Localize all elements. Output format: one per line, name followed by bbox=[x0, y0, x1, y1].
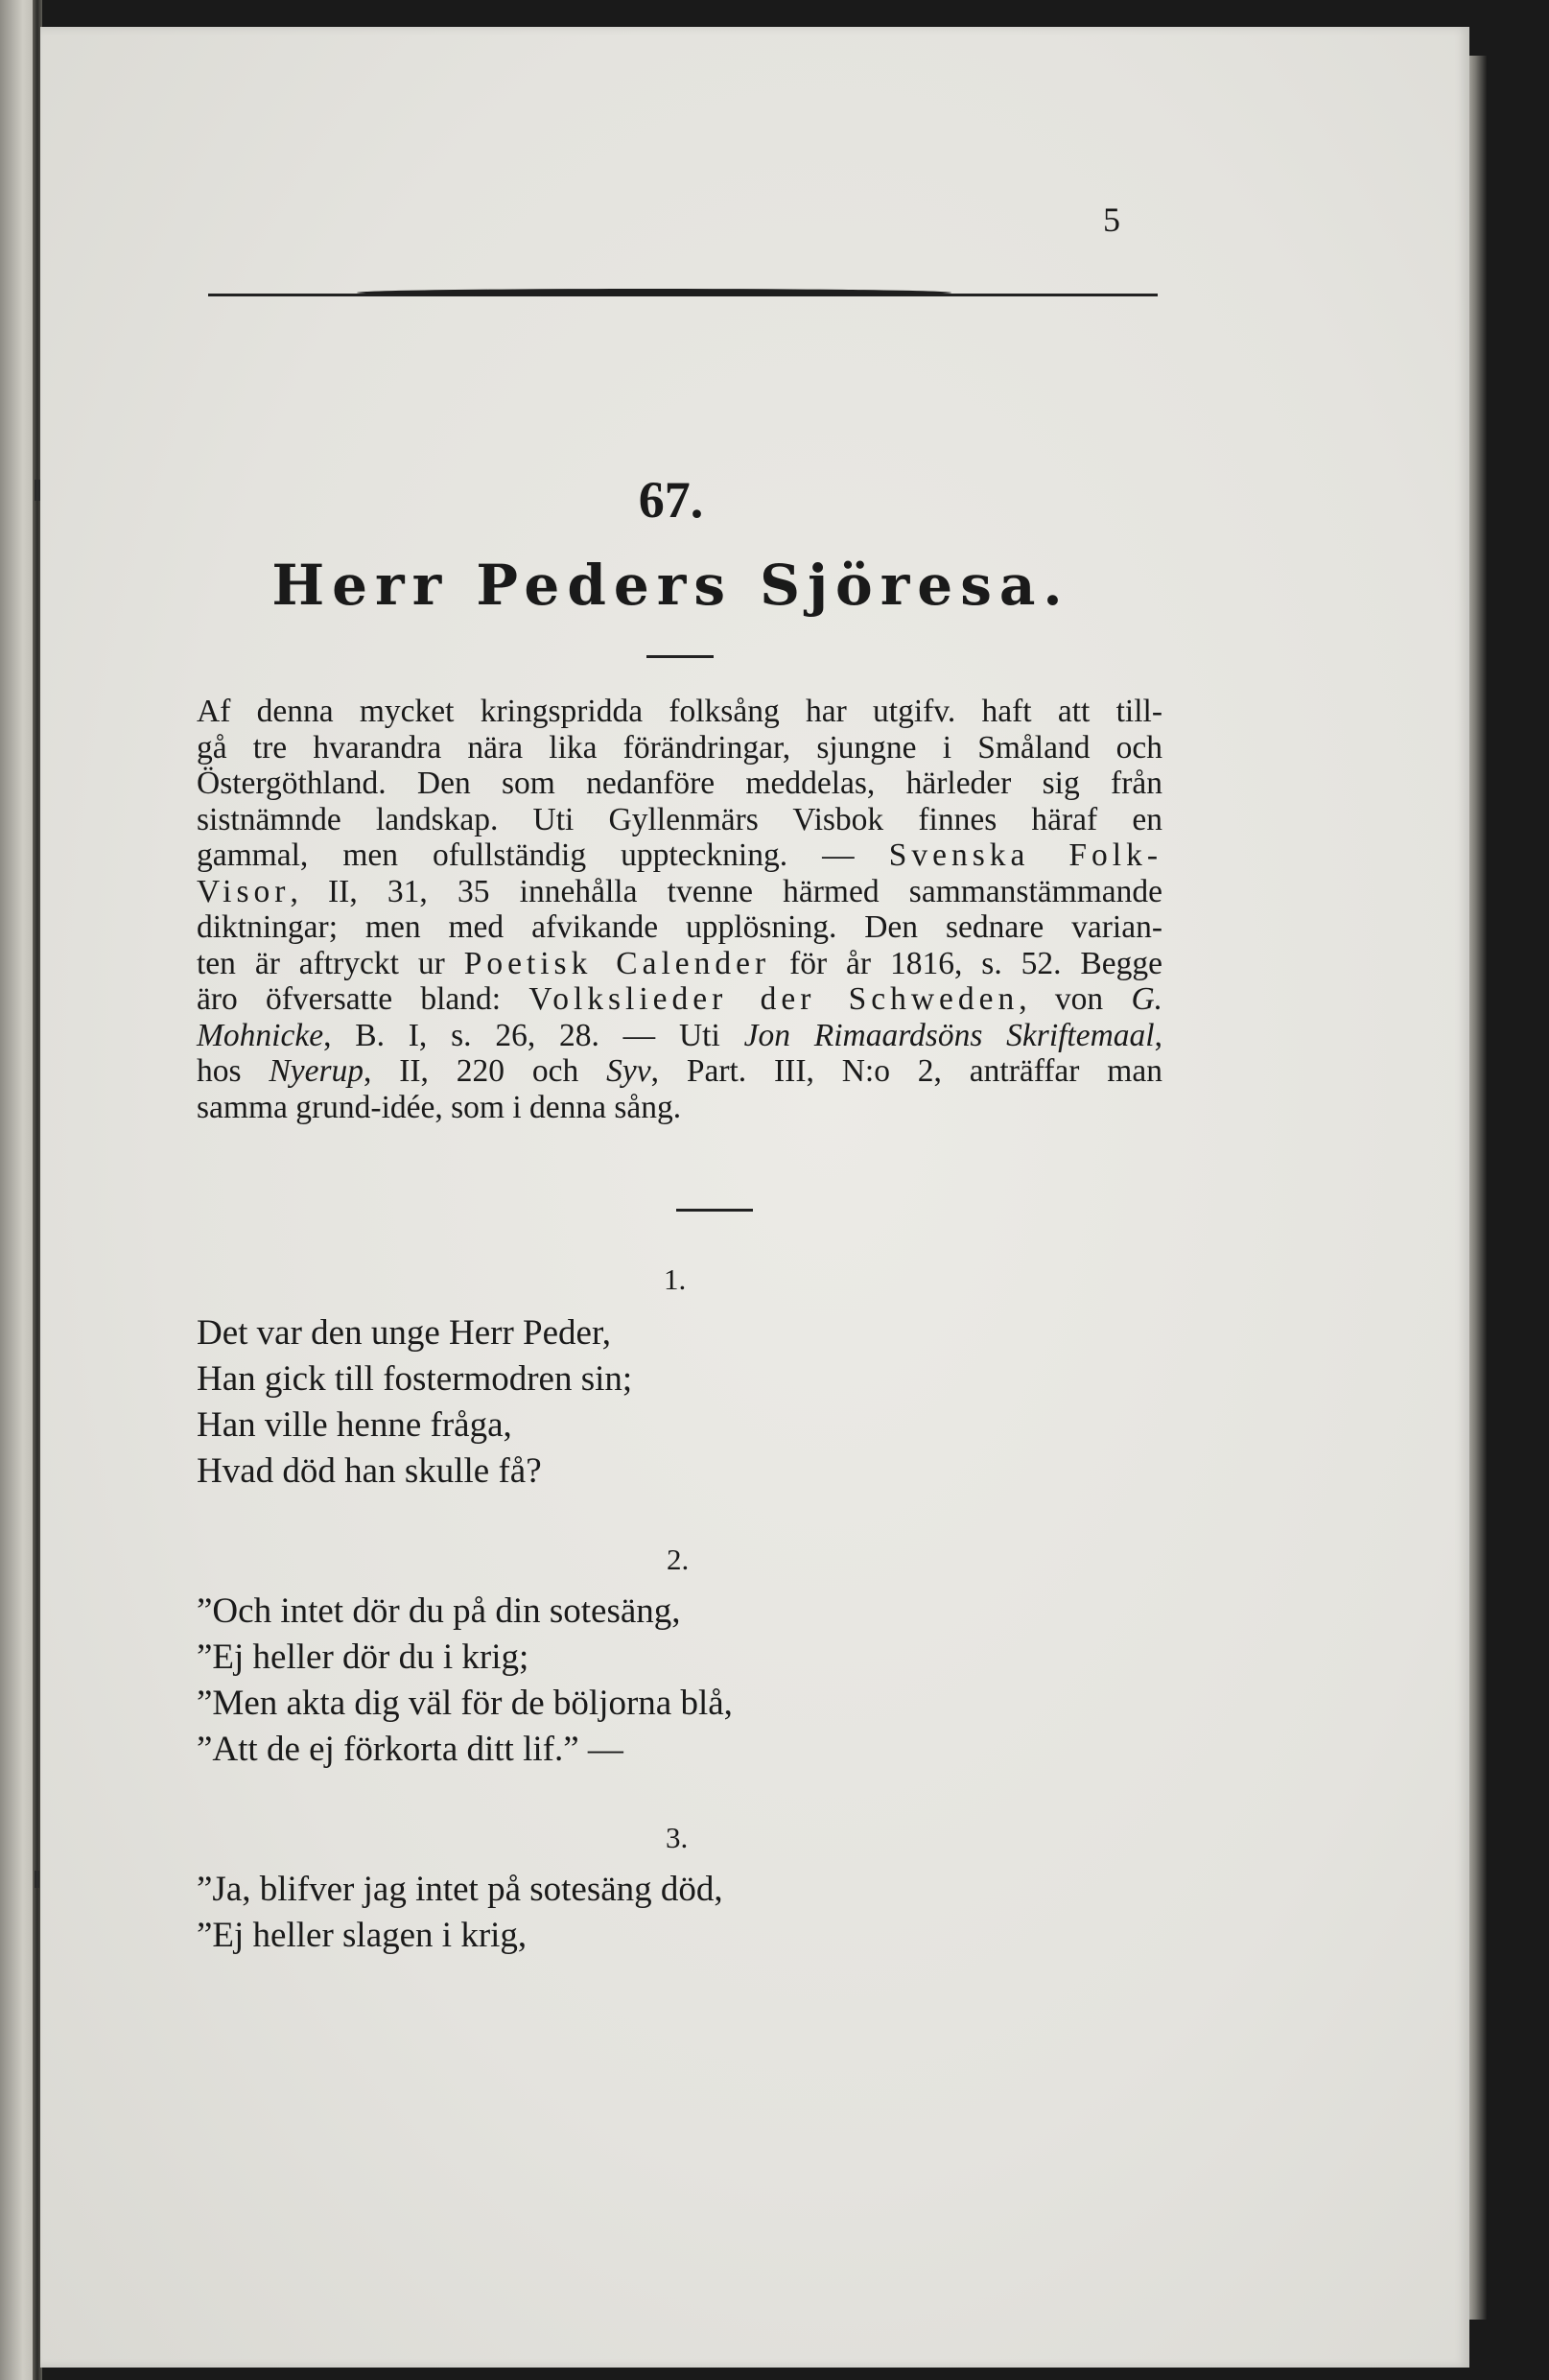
verse-line: Det var den unge Herr Peder, bbox=[197, 1313, 612, 1353]
poem-number: 67. bbox=[638, 471, 704, 529]
verse-line: ”Ja, blifver jag intet på sotesäng död, bbox=[197, 1870, 723, 1909]
verse-line: Hvad död han skulle få? bbox=[197, 1451, 542, 1491]
binding-mark bbox=[35, 1871, 39, 1888]
intro-line: gammal, men ofullständig uppteckning. — Svenska Folk- bbox=[197, 837, 1162, 873]
intro-paragraph bbox=[197, 694, 1162, 1125]
verse-line: ”Ej heller dör du i krig; bbox=[197, 1638, 529, 1677]
intro-line: ten är aftryckt ur Poetisk Calender för år 1816, s. 52. Begge bbox=[197, 945, 1162, 981]
stanza-number: 2. bbox=[667, 1543, 690, 1576]
verse-line: ”Och intet dör du på din sotesäng, bbox=[197, 1591, 681, 1631]
verse-line: ”Att de ej förkorta ditt lif.” — bbox=[197, 1730, 623, 1769]
intro-line: gå tre hvarandra nära lika förändringar, sjungne i Småland och bbox=[197, 729, 1162, 766]
verse-line: ”Men akta dig väl för de böljorna blå, bbox=[197, 1684, 733, 1723]
stanza bbox=[197, 1867, 723, 1959]
intro-line: äro öfversatte bland: Volkslieder der Schweden, von G. bbox=[197, 981, 1163, 1017]
stanza bbox=[197, 1310, 632, 1495]
intro-line: sistnämnde landskap. Uti Gyllenmärs Visbok finnes häraf en bbox=[197, 801, 1162, 837]
intro-line: Östergöthland. Den som nedanföre meddelas, härleder sig från bbox=[197, 766, 1162, 801]
intro-line: Visor, II, 31, 35 innehålla tvenne härmed sammanstämmande bbox=[197, 873, 1162, 909]
verse-line: Han gick till fostermodren sin; bbox=[197, 1359, 633, 1399]
intro-line: Mohnicke, B. I, s. 26, 28. — Uti Jon Rimaardsöns Skriftemaal, bbox=[197, 1017, 1162, 1053]
stanza-number: 3. bbox=[666, 1821, 689, 1854]
verse-line: ”Ej heller slagen i krig, bbox=[197, 1916, 528, 1955]
verse-line: Han ville henne fråga, bbox=[197, 1405, 512, 1445]
section-divider bbox=[646, 655, 714, 658]
page-number: 5 bbox=[1103, 200, 1120, 239]
intro-line: Af denna mycket kringspridda folksång har utgifv. haft att till- bbox=[197, 694, 1162, 729]
poem-title: Herr Peders Sjöresa. bbox=[271, 553, 1070, 618]
intro-line: samma grund-idée, som i denna sång. bbox=[197, 1089, 682, 1125]
stanza bbox=[197, 1589, 733, 1773]
book-page bbox=[40, 27, 1469, 2368]
intro-line: hos Nyerup, II, 220 och Syv, Part. III, N:o 2, anträffar man bbox=[197, 1053, 1162, 1089]
header-rule-swell bbox=[357, 289, 951, 296]
section-divider bbox=[676, 1209, 753, 1212]
stanza-number: 1. bbox=[664, 1262, 687, 1296]
intro-line: diktningar; men med afvikande upplösning. Den sednare varian- bbox=[197, 909, 1162, 945]
